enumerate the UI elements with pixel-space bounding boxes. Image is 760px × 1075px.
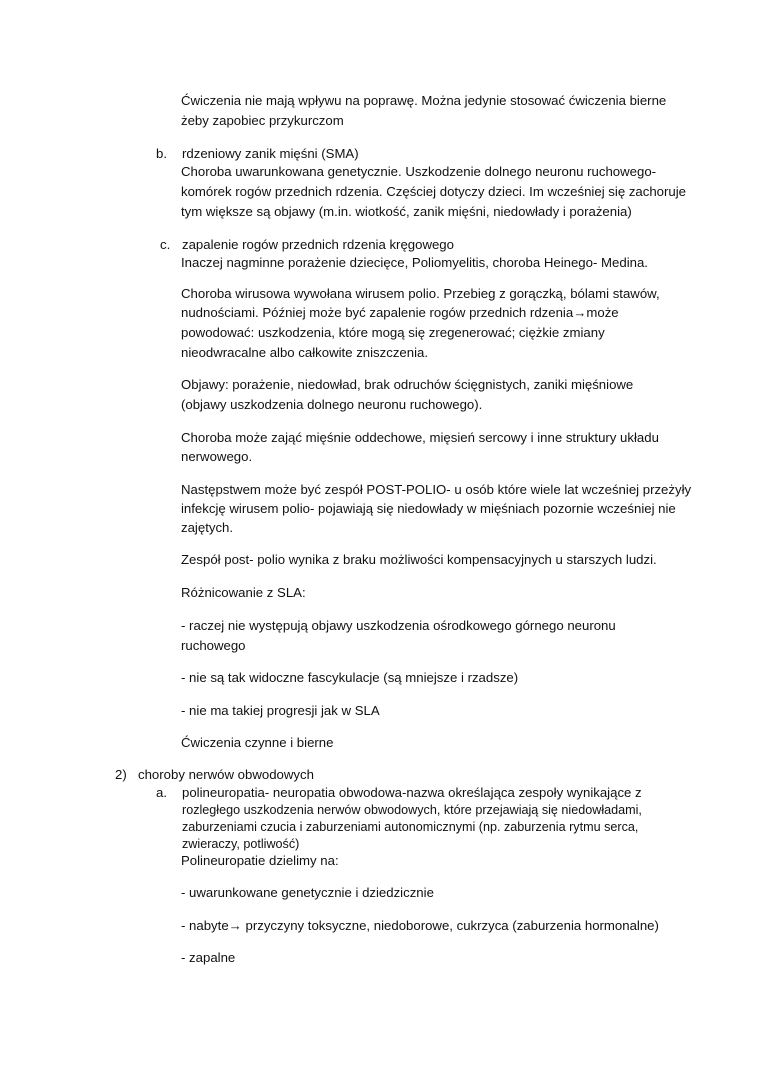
- section-heading-peripheral: choroby nerwów obwodowych: [138, 767, 314, 782]
- text-line: Choroba może zająć mięśnie oddechowe, mięsień sercowy i inne struktury układu: [181, 430, 659, 445]
- arrow-right-icon: →: [228, 918, 242, 933]
- text-line: nerwowego.: [181, 449, 253, 464]
- text-line: infekcję wirusem polio- pojawiają się niedowłady w mięśniach pozornie wcześniej nie: [181, 501, 676, 516]
- text-line: Objawy: porażenie, niedowład, brak odruchów ścięgnistych, zaniki mięśniowe: [181, 377, 634, 392]
- section-heading-polio: zapalenie rogów przednich rdzenia kręgowego: [182, 237, 454, 252]
- text-line: - nie są tak widoczne fascykulacje (są mniejsze i rzadsze): [181, 670, 519, 685]
- text-line: powodować: uszkodzenia, które mogą się zregenerować; ciężkie zmiany: [181, 325, 605, 340]
- list-item: - uwarunkowane genetycznie i dziedzicznie: [181, 885, 434, 900]
- section-heading-sma: rdzeniowy zanik mięśni (SMA): [182, 146, 359, 161]
- text-line: ruchowego: [181, 638, 246, 653]
- text-line: Inaczej nagminne porażenie dziecięce, Poliomyelitis, choroba Heinego- Medina.: [181, 255, 648, 270]
- text-line: (objawy uszkodzenia dolnego neuronu ruchowego).: [181, 397, 483, 412]
- text-line: nieodwracalne albo całkowite zniszczenia.: [181, 345, 429, 360]
- text-line: Następstwem może być zespół POST-POLIO- u osób które wiele lat wcześniej przeżyły: [181, 482, 692, 497]
- list-marker-2: 2): [115, 767, 127, 782]
- text-span: nudnościami. Później może być zapalenie rogów przednich rdzenia: [181, 305, 574, 320]
- text-line: Różnicowanie z SLA:: [181, 585, 306, 600]
- text-line: [181, 303, 619, 322]
- text-span: przyczyny toksyczne, niedoborowe, cukrzyca (zaburzenia hormonalne): [241, 918, 659, 933]
- text-line: zaburzeniami czucia i zaburzeniami autonomicznymi (np. zaburzenia rytmu serca,: [182, 820, 639, 834]
- text-line: zajętych.: [181, 520, 234, 535]
- arrow-right-icon: →: [573, 305, 587, 320]
- text-line: Choroba uwarunkowana genetycznie. Uszkodzenie dolnego neuronu ruchowego-: [181, 164, 657, 179]
- text-line: - raczej nie występują objawy uszkodzenia ośrodkowego górnego neuronu: [181, 618, 616, 633]
- text-line: Ćwiczenia nie mają wpływu na poprawę. Można jedynie stosować ćwiczenia bierne: [181, 93, 667, 108]
- text-line: Polineuropatie dzielimy na:: [181, 853, 339, 868]
- list-marker-a: a.: [156, 785, 167, 800]
- text-span: - nabyte: [181, 918, 229, 933]
- text-line: Zespół post- polio wynika z braku możliwości kompensacyjnych u starszych ludzi.: [181, 552, 657, 567]
- text-line: tym większe są objawy (m.in. wiotkość, zanik mięśni, niedowłady i porażenia): [181, 204, 632, 219]
- text-line: Ćwiczenia czynne i bierne: [181, 735, 334, 750]
- text-line: komórek rogów przednich rdzenia. Częściej dotyczy dzieci. Im wcześniej się zachoruje: [181, 184, 686, 199]
- list-marker-b: b.: [156, 146, 167, 161]
- text-line: polineuropatia- neuropatia obwodowa-nazwa określająca zespoły wynikające z: [182, 785, 642, 800]
- list-marker-c: c.: [160, 237, 171, 252]
- text-line: żeby zapobiec przykurczom: [181, 113, 344, 128]
- list-item: - zapalne: [181, 950, 236, 965]
- text-span: może: [586, 305, 619, 320]
- text-line: Choroba wirusowa wywołana wirusem polio. Przebieg z gorączką, bólami stawów,: [181, 286, 660, 301]
- list-item: [181, 916, 659, 935]
- text-line: - nie ma takiej progresji jak w SLA: [181, 703, 380, 718]
- text-line: zwieraczy, potliwość): [182, 837, 300, 851]
- text-line: rozległego uszkodzenia nerwów obwodowych, które przejawiają się niedowładami,: [182, 803, 642, 817]
